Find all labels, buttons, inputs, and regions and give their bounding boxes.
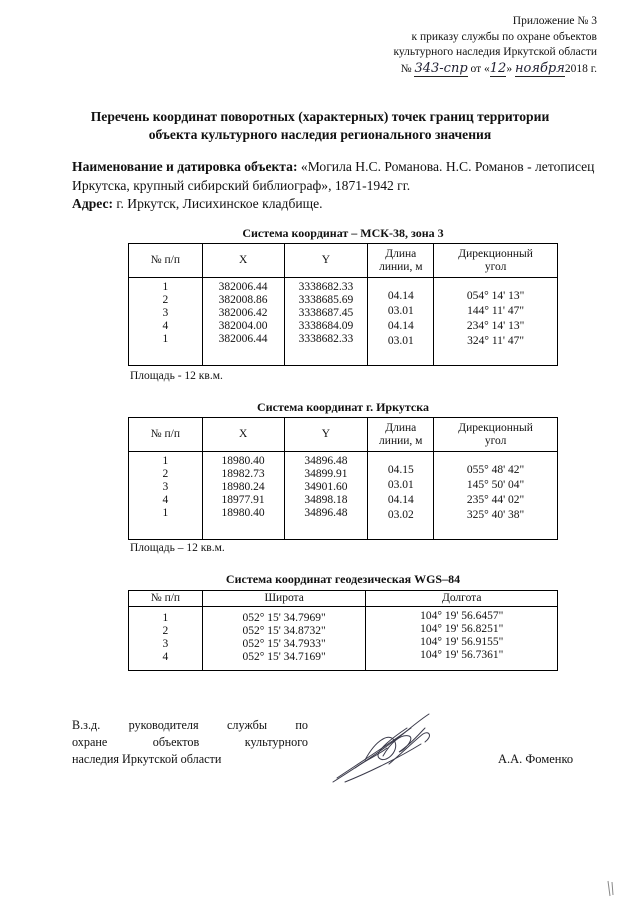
table-cell: 3 [162,307,169,319]
table-cell: 382006.44 [218,281,268,293]
table-cell: 325° 40' 38" [466,509,525,521]
header-text: Дирекционный [458,247,533,260]
table1-header-length [368,244,434,278]
handwritten-signature [325,708,445,788]
table2-caption: Система координат г. Иркутска [257,400,429,414]
table-cell: 3338684.09 [298,320,354,332]
table-cell: 04.14 [387,494,414,506]
table-cell: 382008.86 [218,294,268,306]
table1-col-y [284,278,368,366]
table3-header-lat: Широта [202,591,366,607]
table2-header-y: Y [284,418,368,452]
table-cell: 144° 11' 47" [467,305,525,317]
object-name-label: Наименование и датировка объекта: [72,159,298,174]
table1-header-row [129,244,558,278]
table1-col-length [368,278,434,366]
table-cell: 052° 15' 34.7969" [242,612,326,624]
signatory-line-2: охране объектов культурного [72,735,308,749]
table-cell: 054° 14' 13" [466,290,525,302]
order-number-line [394,61,598,78]
table3-header-lon: Долгота [366,591,558,607]
table1-col-x [202,278,284,366]
header-text: Длина [385,421,417,434]
signatory-position [72,717,308,768]
order-number: 343-спр [414,60,468,76]
header-text: угол [484,260,507,273]
table-cell: 052° 15' 34.8732" [242,625,326,637]
table-cell: 104° 19' 56.6457" [420,610,504,622]
table-cell: 104° 19' 56.9155" [420,636,504,648]
table-cell: 34896.48 [304,507,348,519]
table3-header-num: № п/п [129,591,203,607]
table2-header-x: X [202,418,284,452]
title-line-1: Перечень координат поворотных (характерных) точек границ территории [90,109,550,124]
table-cell: 03.01 [387,335,414,347]
table-cell: 382004.00 [218,320,268,332]
table-cell: 34899.91 [304,468,348,480]
table-cell: 052° 15' 34.7169" [242,651,326,663]
table-cell: 3338685.69 [298,294,354,306]
table-cell: 145° 50' 04" [466,479,525,491]
object-address-value: г. Иркутск, Лисихинское кладбище. [116,196,323,211]
header-text: линии, м [379,434,423,447]
appendix-line-3: культурного наследия Иркутской области [393,46,597,58]
signatory-line-1: В.з.д. руководителя службы по [72,718,308,732]
table-cell: 1 [162,507,169,519]
table-cell: 4 [162,320,169,332]
table2-header-row [129,418,558,452]
table2-body-row [129,452,558,540]
table-cell: 04.14 [387,320,414,332]
table-cell: 1 [162,612,169,624]
object-name-block [72,158,602,195]
table2-header-angle [434,418,558,452]
table1-header-y: Y [284,244,368,278]
table-cell: 052° 15' 34.7933" [242,638,326,650]
signatory-name: А.А. Фоменко [498,752,574,766]
table-cell: 3 [162,481,169,493]
table2 [128,417,558,540]
order-day: 12 [489,60,507,76]
table-cell: 235° 44' 02" [466,494,525,506]
table3-col-num [129,607,203,671]
object-info [72,158,602,214]
table2-header-length [368,418,434,452]
table-cell: 3338682.33 [298,333,354,345]
order-day-close: » [506,62,513,75]
table-cell: 18980.40 [221,507,265,519]
order-month: ноября [514,60,565,76]
signature-stroke [337,728,411,778]
table-cell: 04.14 [387,290,414,302]
table-cell: 18977.91 [221,494,265,506]
header-text: Дирекционный [458,421,533,434]
table-cell: 34898.18 [304,494,348,506]
header-text: Длина [385,247,417,260]
table-cell: 1 [162,281,169,293]
table3-col-lat [202,607,366,671]
table-cell: 18980.24 [221,481,265,493]
table2-col-angle [434,452,558,540]
table-cell: 2 [162,625,169,637]
table2-col-length [368,452,434,540]
table-cell: 104° 19' 56.7361" [420,649,504,661]
object-address-label: Адрес: [72,196,114,211]
table1 [128,243,558,366]
table2-header-num: № п/п [129,418,203,452]
table1-body-row [129,278,558,366]
table-cell: 34896.48 [304,455,348,467]
table-cell: 3338682.33 [298,281,354,293]
table-cell: 324° 11' 47" [467,335,525,347]
table-cell: 104° 19' 56.8251" [420,623,504,635]
table1-header-num: № п/п [129,244,203,278]
appendix-header [394,14,598,77]
appendix-line-1: Приложение № 3 [512,15,597,27]
table-cell: 234° 14' 13" [466,320,525,332]
table-cell: 4 [162,494,169,506]
title-line-2: объекта культурного наследия регионального значения [148,127,492,142]
table-cell: 4 [162,651,169,663]
table-cell: 18982.73 [221,468,265,480]
table2-col-num [129,452,203,540]
order-year: 2018 г. [564,62,597,75]
table-cell: 2 [162,294,169,306]
table1-col-angle [434,278,558,366]
table2-col-x [202,452,284,540]
document-title [40,108,600,144]
signature-stroke [345,744,421,782]
table1-header-angle [434,244,558,278]
table3-body-row [129,607,558,671]
table2-col-y [284,452,368,540]
order-from: от « [470,62,490,75]
table3-col-lon [366,607,558,671]
table1-col-num [129,278,203,366]
table1-caption: Система координат – МСК-38, зона 3 [242,226,444,240]
table-cell: 1 [162,455,169,467]
table1-header-x: X [202,244,284,278]
table-cell: 03.01 [387,305,414,317]
table-cell: 03.01 [387,479,414,491]
header-text: линии, м [379,260,423,273]
order-no-prefix: № [400,62,412,75]
table3-caption: Система координат геодезическая WGS–84 [225,572,461,586]
table-cell: 34901.60 [304,481,348,493]
table-cell: 3338687.45 [298,307,354,319]
signatory-line-3: наследия Иркутской области [72,752,222,766]
table1-area: Площадь - 12 кв.м. [130,370,223,382]
table-cell: 04.15 [387,464,414,476]
object-name-value: «Могила Н.С. Романова. Н.С. Романов - летописец Иркутска, крупный сибирский библиограф», 1871-1942 гг. [72,159,595,193]
table-cell: 3 [162,638,169,650]
object-address-block [72,195,602,214]
table-cell: 055° 48' 42" [466,464,525,476]
table-cell: 03.02 [387,509,414,521]
table3 [128,590,558,671]
signature-stroke [383,728,425,756]
page-corner-mark [606,880,616,898]
table-cell: 18980.40 [221,455,265,467]
table3-header-row [129,591,558,607]
appendix-line-2: к приказу службы по охране объектов [411,30,597,43]
header-text: угол [484,434,507,447]
table-cell: 1 [162,333,169,345]
table2-area: Площадь – 12 кв.м. [130,542,225,554]
table-cell: 382006.42 [218,307,268,319]
table-cell: 382006.44 [218,333,268,345]
table-cell: 2 [162,468,169,480]
